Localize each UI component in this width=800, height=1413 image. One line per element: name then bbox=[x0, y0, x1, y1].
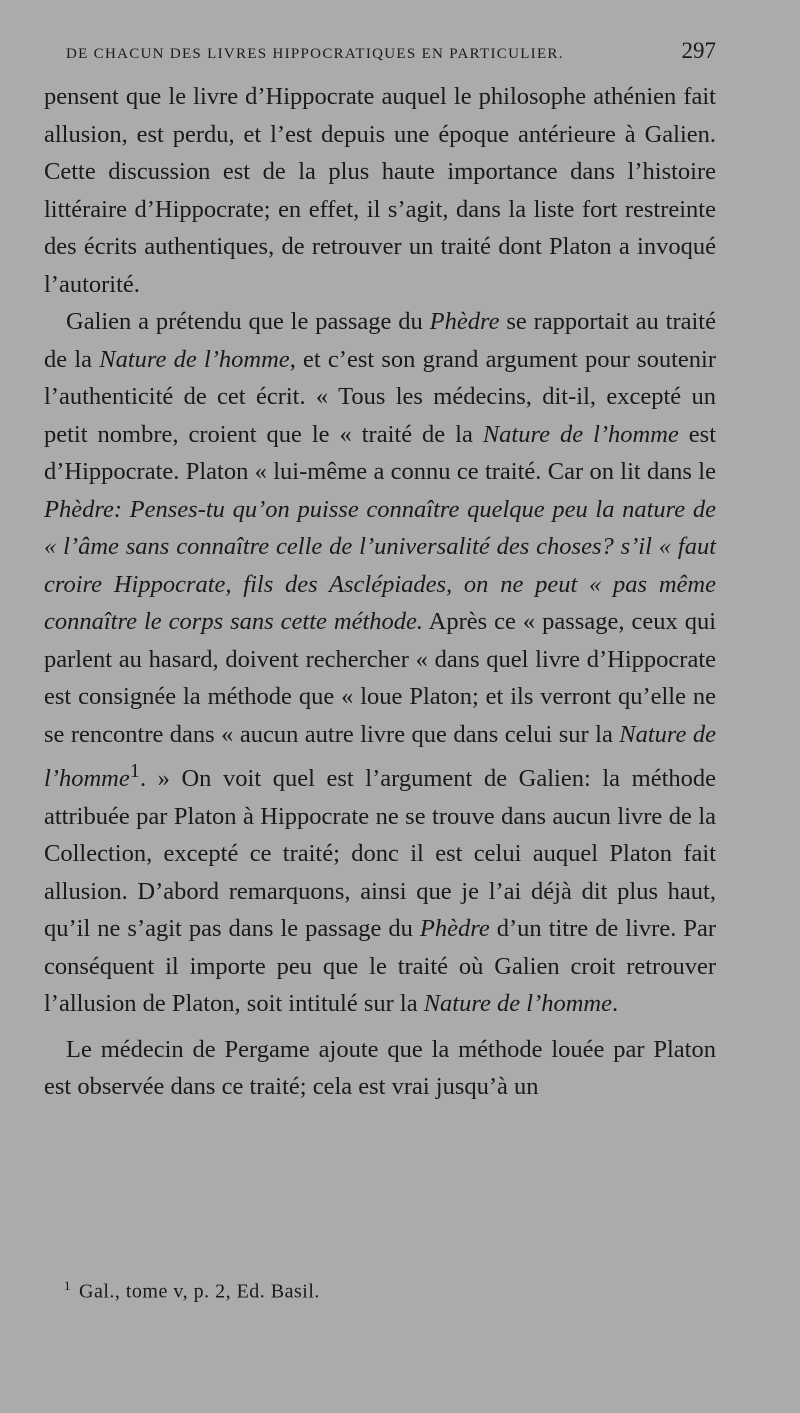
italic-run: Phèdre bbox=[419, 915, 490, 943]
italic-run: Nature de l’homme bbox=[44, 720, 716, 793]
footnote-marker: 1 bbox=[64, 1278, 71, 1293]
paragraph-3: Le médecin de Pergame ajoute que la méthode louée par Platon est observée dans ce traité; cela est vrai jusqu’à un bbox=[44, 1035, 716, 1101]
italic-run: Nature de l’homme bbox=[99, 345, 290, 373]
italic-run: Phèdre bbox=[429, 308, 500, 335]
text-run: , et c’est son grand argument pour soutenir l’authenticité de cet écrit. « Tous les médecins, dit-il, excepté un petit nombre, croient que le « traité de la bbox=[44, 345, 716, 448]
running-head: DE CHACUN DES LIVRES HIPPOCRATIQUES EN PARTICULIER. bbox=[66, 46, 564, 62]
body-text bbox=[44, 78, 716, 1106]
italic-run: Nature de l’homme bbox=[482, 420, 679, 448]
page-number: 297 bbox=[681, 38, 716, 63]
text-run: se rapportait au traité de la bbox=[44, 308, 716, 373]
text-run: est d’Hippocrate. Platon « lui-même a connu ce traité. Car on lit dans le bbox=[44, 420, 716, 485]
text-run: . bbox=[611, 990, 619, 1018]
italic-run: Phèdre: Penses-tu qu’on puisse connaître quelque peu la nature de « l’âme sans connaître celle de l’universalité des choses? s’il « faut croire Hippocrate, fils des Asclépiades, on ne peut « pas même connaître le corps sans cette méthode. bbox=[44, 495, 716, 635]
text-run: d’un titre de livre. Par conséquent il importe peu que le traité où Galien croit retrouver l’allusion de Platon, soit intitulé sur la bbox=[44, 915, 716, 1018]
text-run: Après ce « passage, ceux qui parlent au hasard, doivent rechercher « dans quel livre d’Hippocrate est consignée la méthode que « loue Platon; et ils verront qu’elle ne se rencontre dans « aucun autre livre que dans celui sur la bbox=[44, 608, 717, 748]
paragraph-2 bbox=[44, 303, 716, 1023]
footnote-ref: 1 bbox=[129, 760, 140, 782]
italic-run: Nature de l’homme bbox=[423, 990, 612, 1018]
page-header bbox=[44, 0, 716, 63]
footnote bbox=[64, 1278, 320, 1304]
text-run: . » On voit quel est l’argument de Galien: la méthode attribuée par Platon à Hippocrate ne se trouve dans aucun livre de la Collection, excepté ce traité; donc il est celui auquel Platon fait allusion. D’abord remarquons, ainsi que je l’ai déjà dit plus haut, qu’il ne s’agit pas dans le passage du bbox=[44, 765, 716, 943]
paragraph-1: pensent que le livre d’Hippocrate auquel le philosophe athénien fait allusion, est perdu, et l’est depuis une époque antérieure à Galien. Cette discussion est de la plus haute importance dans l’histoire littéraire d’Hippocrate; en effet, il s’agit, dans la liste fort restreinte des écrits authentiques, de retrouver un traité dont Platon a invoqué l’autorité. bbox=[44, 83, 716, 298]
text-run: Galien a prétendu que le passage du bbox=[66, 308, 430, 335]
footnote-text: Gal., tome v, p. 2, Ed. Basil. bbox=[79, 1280, 320, 1303]
